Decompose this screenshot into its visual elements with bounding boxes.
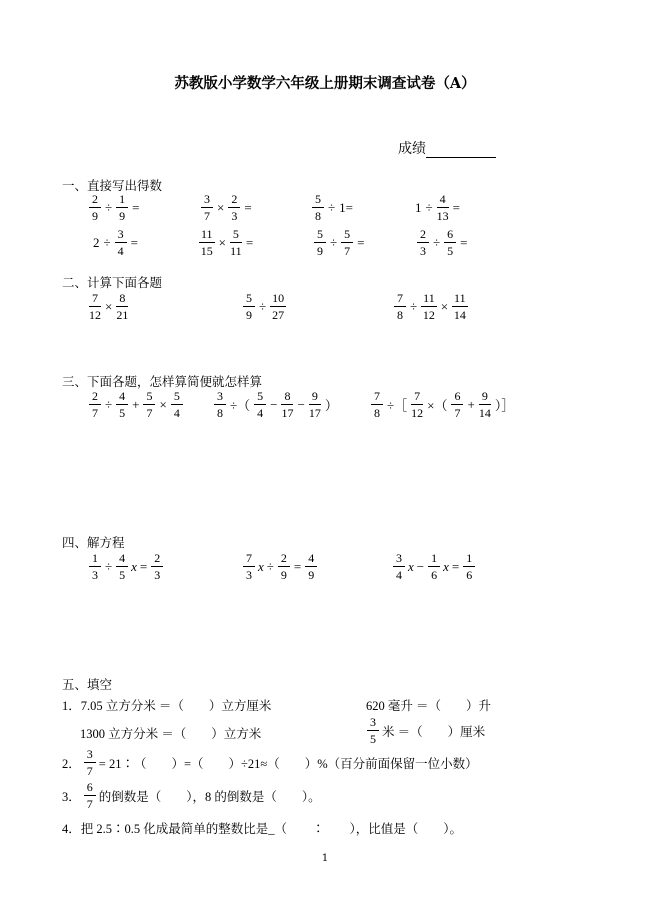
q3-e1: $\frac{2}{7}$ ÷ $\frac{4}{5}$ + $\frac{5}{7}$ × $\frac{5}{4}$ <box>88 390 184 419</box>
q5-line2-right: $\frac{3}{5}$ 米 ＝（ ）厘米 <box>366 716 485 745</box>
q1-b2: $\frac{11}{15}$ × $\frac{5}{11}$ = <box>200 227 254 258</box>
section-4-heading: 四、解方程 <box>62 535 125 550</box>
q1-a2: $\frac{3}{7}$ × $\frac{2}{3}$ = <box>200 193 253 222</box>
q5-line3: 2． $\frac{3}{7}$ = 21∶（ ）=（ ）÷21≈（ ）%（百分前面保留一位小数） <box>62 747 478 778</box>
page-title: 苏教版小学数学六年级上册期末调查试卷（A） <box>174 75 476 92</box>
section-1-heading: 一、直接写出得数 <box>62 178 163 193</box>
q5-line1-right: 620 毫升 ＝（ ）升 <box>366 699 492 713</box>
section-3-heading: 三、下面各题，怎样算简便就怎样算 <box>62 374 263 389</box>
q4-f1: $\frac{1}{3}$ ÷ $\frac{4}{5}$ x = $\frac{2}{3}$ <box>88 552 164 581</box>
page-number: 1 <box>321 853 329 864</box>
q5-line2-left: 1300 立方分米 ＝（ ）立方米 <box>80 727 262 741</box>
q5-line5: 4．把 2.5∶0.5 化成最简单的整数比是_（ ∶ ），比值是（ ）。 <box>62 822 463 836</box>
q1-b1: 2 ÷ $\frac{3}{4}$ = <box>93 227 138 258</box>
section-5-heading: 五、填空 <box>62 677 113 692</box>
q2-c2: $\frac{5}{9}$ ÷ $\frac{10}{27}$ <box>242 292 287 321</box>
q1-a1: $\frac{2}{9}$ ÷ $\frac{1}{9}$ = <box>88 193 140 222</box>
q5-line4: 3． $\frac{6}{7}$ 的倒数是（ ），8 的倒数是（ ）。 <box>62 780 321 811</box>
section-2-heading: 二、计算下面各题 <box>62 275 163 290</box>
q1-a4: 1 ÷ $\frac{4}{13}$ = <box>415 192 460 223</box>
q2-c1: $\frac{7}{12}$ × $\frac{8}{21}$ <box>89 291 129 322</box>
q2-c3: $\frac{7}{8}$ ÷ $\frac{11}{12}$ × $\frac{11}{14}$ <box>393 292 469 321</box>
score-blank[interactable] <box>426 143 496 158</box>
q1-b4: $\frac{2}{3}$ ÷ $\frac{6}{5}$ = <box>416 228 468 257</box>
q1-a3: $\frac{5}{8}$ ÷ 1= <box>311 193 354 222</box>
q1-b3: $\frac{5}{9}$ ÷ $\frac{5}{7}$ = <box>313 228 365 257</box>
score-field <box>398 138 496 158</box>
q3-e3: $\frac{7}{8}$ ÷［ $\frac{7}{12}$ ×（ $\frac{6}{7}$ + $\frac{9}{14}$ ）］ <box>370 390 515 419</box>
q4-f2: $\frac{7}{3}$ x ÷ $\frac{2}{9}$ = $\frac{4}{9}$ <box>242 552 318 581</box>
q3-e2: $\frac{3}{8}$ ÷（ $\frac{5}{4}$ − $\frac{8}{17}$ − $\frac{9}{17}$ ） <box>213 390 339 419</box>
score-label: 成绩 <box>398 141 426 157</box>
q5-line1-left: 1．7.05 立方分米 ＝（ ）立方厘米 <box>62 699 272 713</box>
q4-f3: $\frac{3}{4}$ x − $\frac{1}{6}$ x = $\frac{1}{6}$ <box>392 552 476 581</box>
